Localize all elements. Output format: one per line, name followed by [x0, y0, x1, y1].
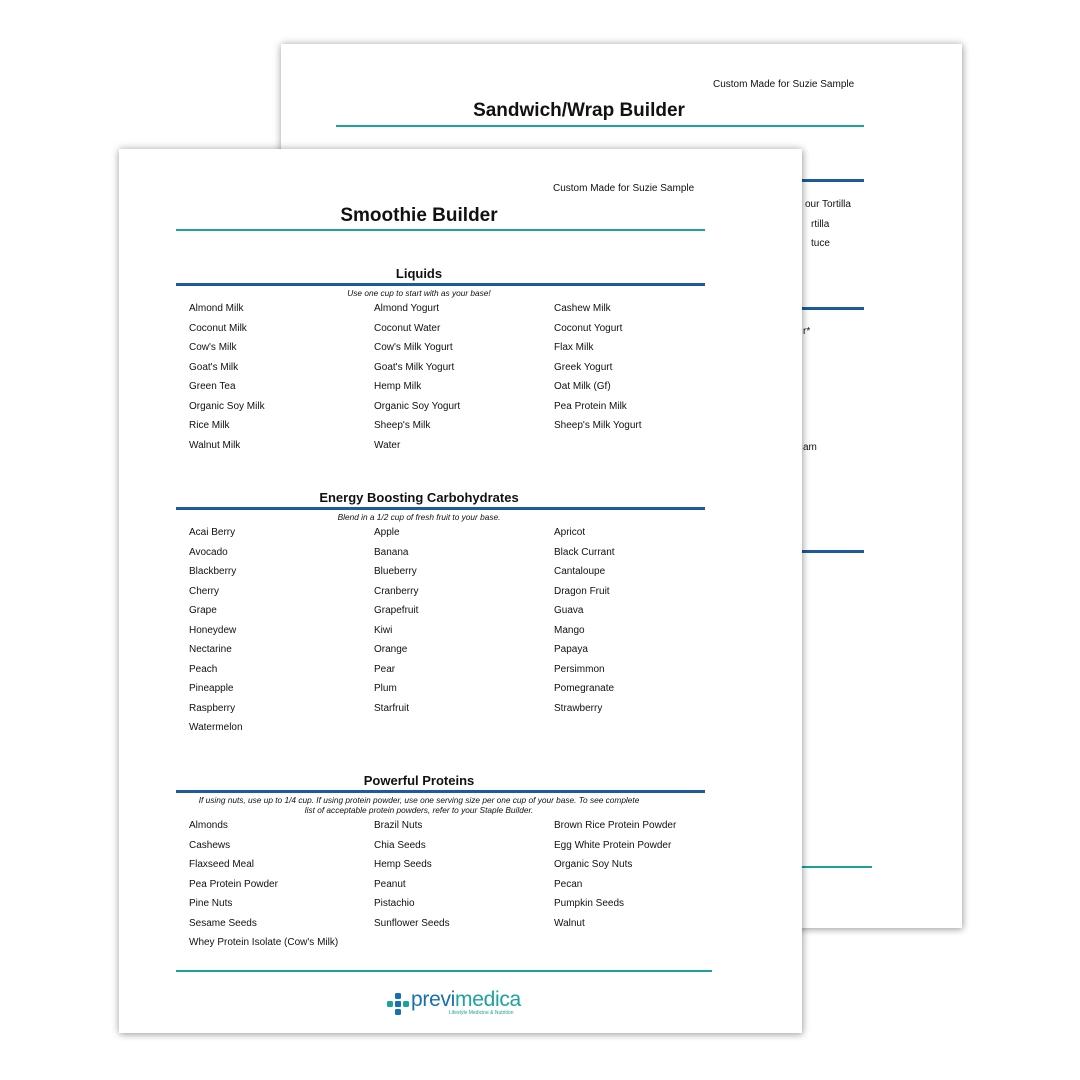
- list-item: Almonds: [189, 820, 228, 831]
- section-note-line1: If using nuts, use up to 1/4 cup. If using protein powder, use one serving size per one cup of your base. To see complete: [198, 795, 640, 805]
- list-item: Papaya: [554, 644, 588, 655]
- proteins-list: [189, 820, 714, 961]
- back-fragment: r*: [803, 326, 811, 337]
- section-title-liquids: Liquids: [395, 266, 443, 281]
- list-item: Walnut: [554, 917, 585, 929]
- list-item: Cow's Milk Yogurt: [374, 342, 453, 353]
- list-item: Hemp Seeds: [374, 859, 432, 870]
- list-item: Flax Milk: [554, 342, 594, 353]
- list-item: Organic Soy Yogurt: [374, 400, 461, 412]
- list-item: Pine Nuts: [189, 898, 233, 909]
- front-page-title: Smoothie Builder: [340, 205, 498, 226]
- list-item: Acai Berry: [189, 527, 236, 538]
- list-item: Pea Protein Powder: [189, 878, 278, 890]
- back-fragment: our Tortilla: [805, 199, 851, 210]
- back-custom-made: Custom Made for Suzie Sample: [713, 79, 855, 90]
- list-item: Flaxseed Meal: [189, 859, 255, 870]
- front-page: [119, 149, 802, 1033]
- list-item: Brazil Nuts: [374, 820, 423, 831]
- list-item: Pomegranate: [554, 683, 615, 694]
- list-item: Mango: [554, 624, 585, 636]
- list-item: Honeydew: [189, 624, 237, 636]
- list-item: Sunflower Seeds: [374, 917, 450, 929]
- list-item: Goat's Milk Yogurt: [374, 361, 455, 373]
- list-item: Kiwi: [374, 624, 393, 636]
- list-item: Plum: [374, 683, 397, 694]
- list-item: Egg White Protein Powder: [554, 839, 672, 851]
- list-item: Blackberry: [189, 566, 237, 577]
- list-item: Cantaloupe: [554, 566, 606, 577]
- section-title-carbohydrates: Energy Boosting Carbohydrates: [319, 490, 519, 505]
- list-item: Pistachio: [374, 898, 415, 909]
- list-item: Sheep's Milk Yogurt: [554, 420, 642, 431]
- list-item: Guava: [554, 605, 584, 616]
- back-fragment: rtilla: [811, 219, 830, 230]
- list-item: Apricot: [554, 527, 586, 538]
- list-item: Almond Milk: [189, 303, 244, 314]
- list-item: Greek Yogurt: [554, 361, 613, 373]
- back-page-title: Sandwich/Wrap Builder: [473, 100, 685, 121]
- list-item: Dragon Fruit: [554, 585, 610, 597]
- carbohydrates-list: [189, 527, 714, 742]
- list-item: Sheep's Milk: [374, 420, 431, 431]
- front-custom-made: Custom Made for Suzie Sample: [553, 183, 695, 194]
- list-item: Hemp Milk: [374, 381, 422, 392]
- list-item: Starfruit: [374, 702, 410, 714]
- list-item: Apple: [374, 527, 400, 538]
- list-item: Green Tea: [189, 381, 236, 392]
- back-title-divider: [336, 125, 864, 127]
- list-item: Pecan: [554, 878, 583, 890]
- section-divider: [176, 507, 705, 510]
- liquids-list: [189, 303, 714, 459]
- list-item: Watermelon: [189, 722, 243, 733]
- footer-divider: [176, 970, 712, 972]
- list-item: Persimmon: [554, 663, 605, 675]
- list-item: Banana: [374, 546, 409, 558]
- list-item: Orange: [374, 644, 408, 655]
- title-divider: [176, 229, 705, 231]
- list-item: Water: [374, 439, 401, 451]
- list-item: Peach: [189, 663, 218, 675]
- list-item: Peanut: [374, 878, 406, 890]
- cross-icon: [387, 993, 409, 1015]
- list-item: Cherry: [189, 585, 220, 597]
- list-item: Cranberry: [374, 585, 419, 597]
- previmedica-logo: [387, 988, 547, 1021]
- list-item: Walnut Milk: [189, 439, 241, 451]
- list-item: Pumpkin Seeds: [554, 898, 625, 909]
- list-item: Chia Seeds: [374, 839, 426, 851]
- list-item: Coconut Water: [374, 322, 441, 334]
- list-item: Cashew Milk: [554, 303, 611, 314]
- list-item: Grape: [189, 605, 217, 616]
- list-item: Coconut Milk: [189, 322, 247, 334]
- list-item: Nectarine: [189, 644, 232, 655]
- back-section-divider: [802, 179, 864, 182]
- back-section-divider: [802, 550, 864, 553]
- list-item: Cow's Milk: [189, 342, 237, 353]
- back-fragment: am: [803, 442, 817, 453]
- list-item: Pea Protein Milk: [554, 400, 627, 412]
- back-footer-divider: [802, 866, 872, 868]
- section-note-line2: list of acceptable protein powders, refer to your Staple Builder.: [304, 805, 534, 815]
- list-item: Avocado: [189, 546, 228, 558]
- list-item: Raspberry: [189, 702, 236, 714]
- list-item: Rice Milk: [189, 420, 230, 431]
- list-item: Coconut Yogurt: [554, 322, 623, 334]
- list-item: Pear: [374, 663, 396, 675]
- list-item: Cashews: [189, 839, 231, 851]
- back-section-divider: [802, 307, 864, 310]
- list-item: Whey Protein Isolate (Cow's Milk): [189, 937, 339, 948]
- list-item: Grapefruit: [374, 605, 419, 616]
- section-divider: [176, 283, 705, 286]
- logo-word-medica: medica: [455, 988, 521, 1011]
- list-item: Organic Soy Milk: [189, 400, 265, 412]
- section-title-proteins: Powerful Proteins: [363, 773, 475, 788]
- list-item: Sesame Seeds: [189, 917, 257, 929]
- list-item: Goat's Milk: [189, 361, 239, 373]
- section-note: Use one cup to start with as your base!: [347, 288, 491, 298]
- logo-tagline: Lifestyle Medicine & Nutrition: [449, 1010, 514, 1016]
- list-item: Organic Soy Nuts: [554, 859, 633, 870]
- list-item: Almond Yogurt: [374, 303, 440, 314]
- section-note: Blend in a 1/2 cup of fresh fruit to your base.: [337, 512, 501, 522]
- list-item: Oat Milk (Gf): [554, 381, 611, 392]
- logo-wordmark: [411, 988, 521, 1012]
- list-item: Black Currant: [554, 546, 615, 558]
- list-item: Pineapple: [189, 683, 234, 694]
- section-divider: [176, 790, 705, 793]
- list-item: Strawberry: [554, 702, 603, 714]
- logo-word-previ: previ: [411, 988, 456, 1011]
- list-item: Brown Rice Protein Powder: [554, 820, 677, 831]
- back-fragment: tuce: [811, 238, 830, 249]
- list-item: Blueberry: [374, 566, 417, 577]
